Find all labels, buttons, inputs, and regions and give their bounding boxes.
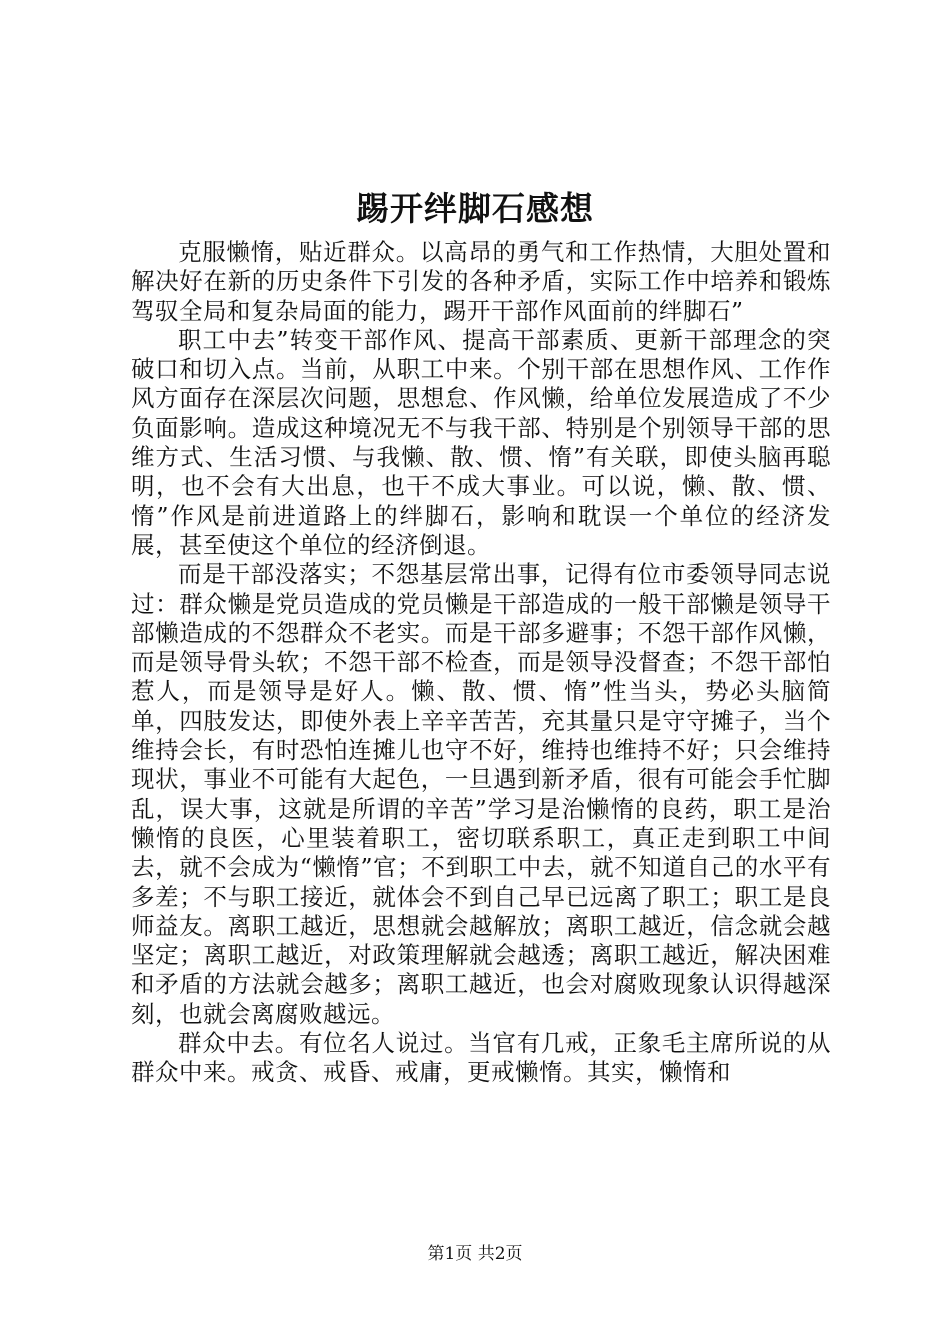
paragraph: 而是干部没落实；不怨基层常出事，记得有位市委领导同志说过：群众懒是党员造成的党员懒是干部造成的一般干部懒是领导干部懒造成的不怨群众不老实。而是干部多避事；不怨干部作风懒，而是领导骨头软；不怨干部不检查，而是领导没督查；不怨干部怕惹人，而是领导是好人。懒、散、惯、惰”性当头，势必头脑简单，四肢发达，即使外表上辛辛苦苦，充其量只是守守摊子，当个维持会长，有时恐怕连摊儿也守不好，维持也维持不好；只会维持现状，事业不可能有大起色，一旦遇到新矛盾，很有可能会手忙脚乱，误大事，这就是所谓的辛苦”学习是治懒惰的良药，职工是治懒惰的良医，心里装着职工，密切联系职工，真正走到职工中间去，就不会成为“懒惰”官；不到职工中去，就不知道自己的水平有多差；不与职工接近，就体会不到自己早已远离了职工；职工是良师益友。离职工越近，思想就会越解放；离职工越近，信念就会越坚定；离职工越近，对政策理解就会越透；离职工越近，解决困难和矛盾的方法就会越多；离职工越近，也会对腐败现象认识得越深刻，也就会离腐败越远。 [131, 560, 831, 1028]
document-title: 踢开绊脚石感想 [356, 189, 594, 228]
paragraph: 群众中去。有位名人说过。当官有几戒，正象毛主席所说的从群众中来。戒贪、戒昏、戒庸，更戒懒惰。其实，懒惰和 [131, 1029, 831, 1087]
page-number: 第1页 共2页 [427, 1244, 523, 1264]
paragraph: 职工中去”转变干部作风、提高干部素质、更新干部理念的突破口和切入点。当前，从职工中来。个别干部在思想作风、工作作风方面存在深层次问题，思想怠、作风懒，给单位发展造成了不少负面影响。造成这种境况无不与我干部、特别是个别领导干部的思维方式、生活习惯、与我懒、散、惯、惰”有关联，即使头脑再聪明，也不会有大出息，也干不成大事业。可以说，懒、散、惯、惰”作风是前进道路上的绊脚石，影响和耽误一个单位的经济发展，甚至使这个单位的经济倒退。 [131, 325, 831, 559]
document-body [131, 238, 831, 1088]
paragraph: 克服懒惰，贴近群众。以高昂的勇气和工作热情，大胆处置和解决好在新的历史条件下引发的各种矛盾，实际工作中培养和锻炼驾驭全局和复杂局面的能力，踢开干部作风面前的绊脚石” [131, 238, 831, 325]
